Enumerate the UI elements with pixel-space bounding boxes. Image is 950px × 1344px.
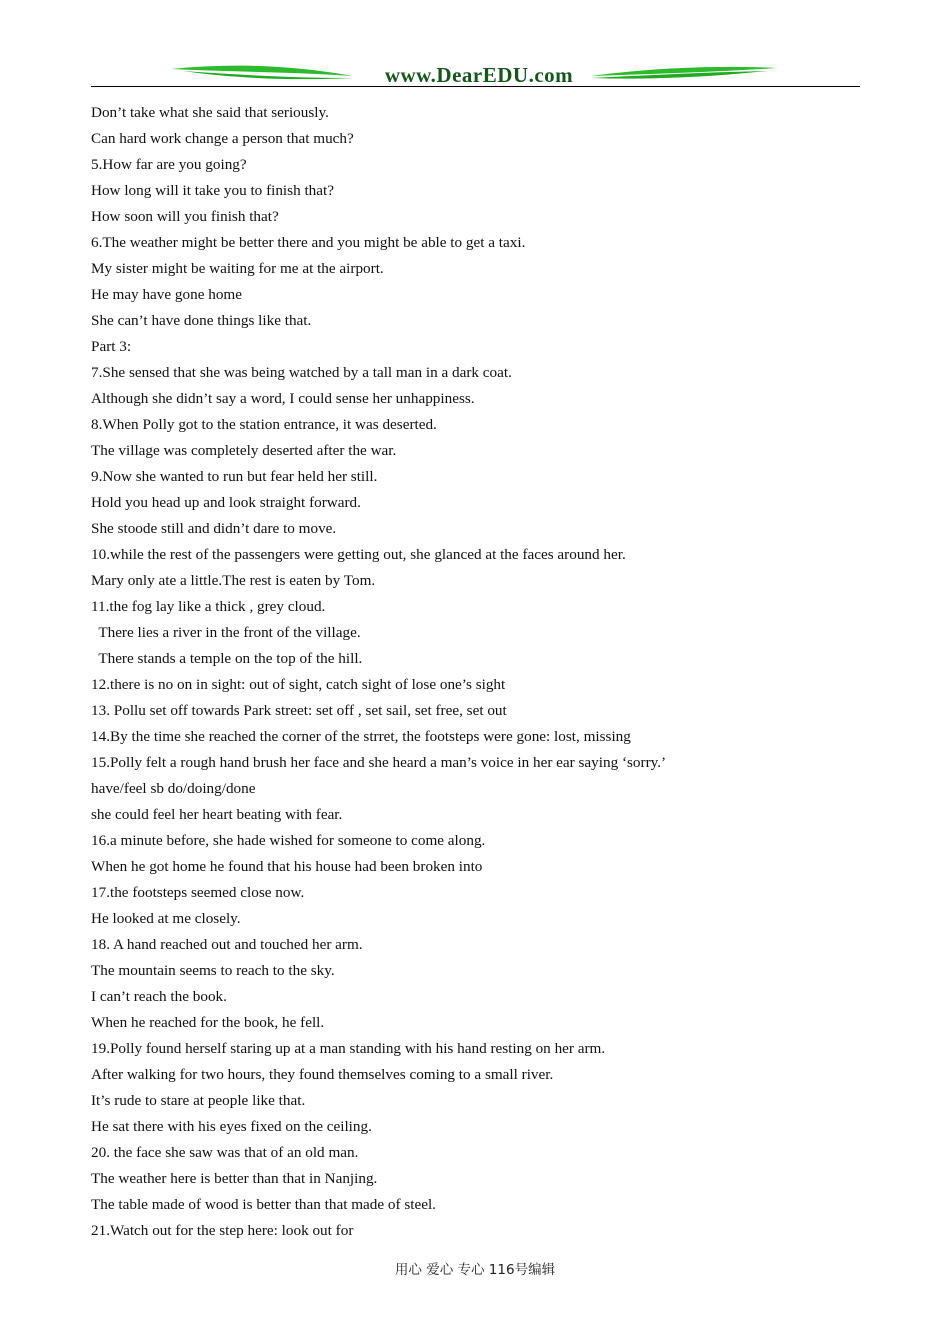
header-divider [91, 86, 860, 87]
text-line: The weather here is better than that in Nanjing. [91, 1170, 378, 1187]
text-line: 10.while the rest of the passengers were getting out, she glanced at the faces around her. [91, 546, 626, 563]
text-line: Hold you head up and look straight forward. [91, 494, 361, 511]
text-line: 19.Polly found herself staring up at a man standing with his hand resting on her arm. [91, 1040, 606, 1057]
text-line: have/feel sb do/doing/done [91, 780, 256, 797]
text-line: When he got home he found that his house had been broken into [91, 858, 483, 875]
text-line: 20. the face she saw was that of an old man. [91, 1144, 359, 1161]
text-line: My sister might be waiting for me at the airport. [91, 260, 384, 277]
text-line: How soon will you finish that? [91, 208, 279, 225]
text-line: 12.there is no on in sight: out of sight, catch sight of lose one’s sight [91, 676, 506, 693]
text-line: The table made of wood is better than that made of steel. [91, 1196, 436, 1213]
text-line: After walking for two hours, they found themselves coming to a small river. [91, 1066, 554, 1083]
text-line: 9.Now she wanted to run but fear held her still. [91, 468, 378, 485]
text-line: The mountain seems to reach to the sky. [91, 962, 335, 979]
text-line: It’s rude to stare at people like that. [91, 1092, 306, 1109]
page-footer: 用心 爱心 专心 116号编辑 [394, 1262, 556, 1278]
text-line: Part 3: [91, 338, 132, 355]
text-line: The village was completely deserted after the war. [91, 442, 397, 459]
text-line: He looked at me closely. [91, 910, 241, 927]
text-line: I can’t reach the book. [91, 988, 227, 1005]
text-line: Can hard work change a person that much? [91, 130, 354, 147]
text-line: He sat there with his eyes fixed on the ceiling. [91, 1118, 372, 1135]
text-line: 14.By the time she reached the corner of the strret, the footsteps were gone: lost, missing [91, 728, 631, 745]
text-line: When he reached for the book, he fell. [91, 1014, 325, 1031]
text-line: 16.a minute before, she hade wished for someone to come along. [91, 832, 486, 849]
text-line: She stoode still and didn’t dare to move. [91, 520, 337, 537]
text-line: Don’t take what she said that seriously. [91, 104, 329, 121]
text-line: she could feel her heart beating with fear. [91, 806, 343, 823]
text-line: 8.When Polly got to the station entrance, it was deserted. [91, 416, 437, 433]
text-line: She can’t have done things like that. [91, 312, 312, 329]
text-line: 6.The weather might be better there and you might be able to get a taxi. [91, 234, 526, 251]
text-line: Mary only ate a little.The rest is eaten by Tom. [91, 572, 376, 589]
document-body [91, 100, 861, 1244]
text-line: 21.Watch out for the step here: look out for [91, 1222, 354, 1239]
text-line: 15.Polly felt a rough hand brush her face and she heard a man’s voice in her ear saying ‘sorry.’ [91, 754, 667, 771]
text-line: He may have gone home [91, 286, 242, 303]
text-line: 5.How far are you going? [91, 156, 247, 173]
text-line: Although she didn’t say a word, I could sense her unhappiness. [91, 390, 475, 407]
logo-text: www.DearEDU.com [384, 63, 574, 87]
text-line: 7.She sensed that she was being watched by a tall man in a dark coat. [91, 364, 512, 381]
text-line: 13. Pollu set off towards Park street: set off , set sail, set free, set out [91, 702, 507, 719]
text-line: 18. A hand reached out and touched her arm. [91, 936, 363, 953]
text-line: 17.the footsteps seemed close now. [91, 884, 305, 901]
text-line: How long will it take you to finish that? [91, 182, 334, 199]
text-line: There stands a temple on the top of the hill. [91, 650, 363, 667]
text-line: 11.the fog lay like a thick , grey cloud. [91, 598, 326, 615]
text-line: There lies a river in the front of the village. [91, 624, 361, 641]
